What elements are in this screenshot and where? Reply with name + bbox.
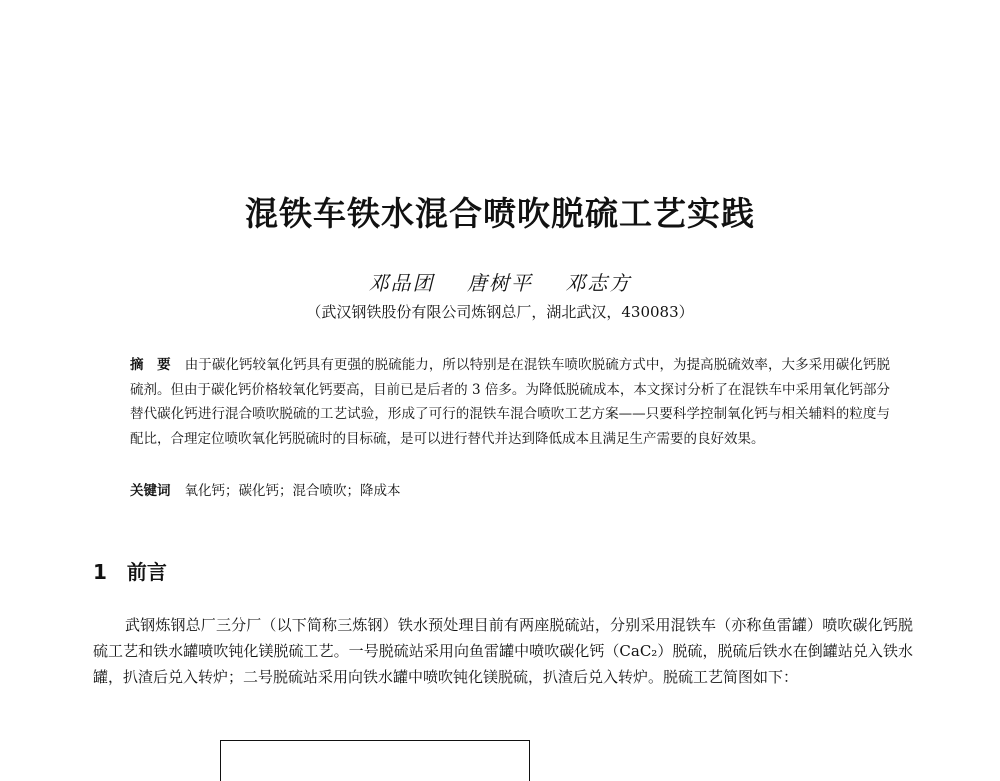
paper-title: 混铁车铁水混合喷吹脱硫工艺实践 [245, 194, 755, 233]
process-diagram-frame [220, 740, 530, 781]
abstract [130, 353, 890, 451]
keywords [130, 479, 890, 503]
abstract-text: 由于碳化钙较氧化钙具有更强的脱硫能力，所以特别是在混铁车喷吹脱硫方式中，为提高脱硫效率，大多采用碳化钙脱硫剂。但由于碳化钙价格较氧化钙要高，目前已是后者的 3 倍多。为降低脱硫成本，本文探讨分析了在混铁车中采用氧化钙部分替代碳化钙进行混合喷吹脱硫的工艺试验，形成了可行的混铁车混合喷吹工艺方案——只要科学控制氧化钙与相关辅料的粒度与配比，合理定位喷吹氧化钙脱硫时的目标硫，是可以进行替代并达到降低成本且满足生产需要的良好效果。 [130, 357, 891, 447]
section-number: 1 [93, 560, 107, 584]
abstract-label: 摘 要 [130, 357, 171, 373]
author-name: 邓志方 [565, 271, 632, 295]
author-name: 邓品团 [368, 271, 435, 295]
keywords-text: 氧化钙；碳化钙；混合喷吹；降成本 [184, 483, 401, 499]
author-list [0, 267, 1000, 296]
section-title: 前言 [126, 560, 167, 584]
body-paragraph: 武钢炼钢总厂三分厂（以下简称三炼钢）铁水预处理目前有两座脱硫站，分别采用混铁车（亦称鱼雷罐）喷吹碳化钙脱硫工艺和铁水罐喷吹钝化镁脱硫工艺。一号脱硫站采用向鱼雷罐中喷吹碳化钙（CaC₂）脱硫，脱硫后铁水在倒罐站兑入铁水罐，扒渣后兑入转炉；二号脱硫站采用向铁水罐中喷吹钝化镁脱硫，扒渣后兑入转炉。脱硫工艺简图如下： [93, 616, 913, 686]
author-name: 唐树平 [467, 271, 533, 295]
affiliation: （武汉钢铁股份有限公司炼钢总厂，湖北武汉，430083） [306, 303, 694, 321]
keywords-label: 关键词 [130, 483, 171, 499]
section-heading [93, 556, 167, 585]
